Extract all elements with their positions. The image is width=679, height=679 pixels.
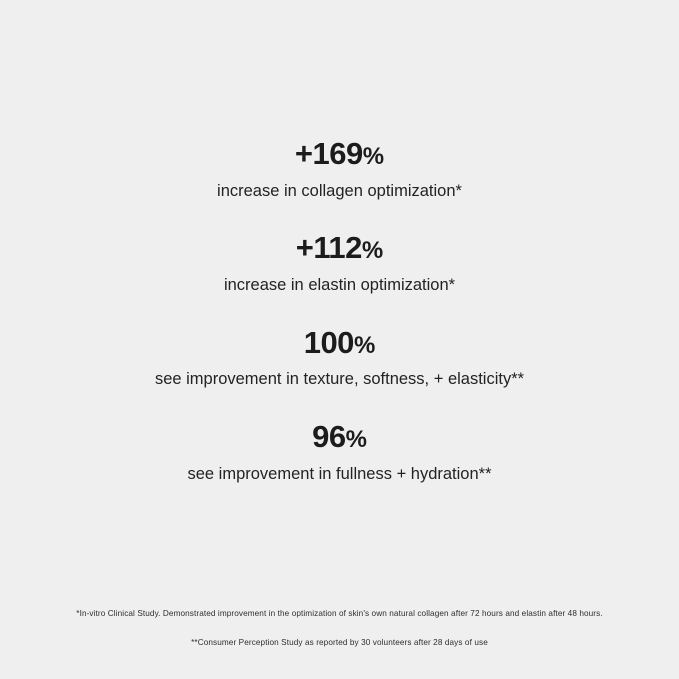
stat-value: [0, 138, 679, 171]
footnote-consumer-study: **Consumer Perception Study as reported by 30 volunteers after 28 days of use: [191, 638, 488, 648]
stat-item: [0, 232, 679, 295]
stat-unit: %: [353, 331, 376, 359]
stat-label: see improvement in fullness + hydration**: [187, 464, 492, 483]
stat-number: +112: [295, 230, 362, 266]
footnotes: [0, 609, 679, 649]
stats-list: [0, 138, 679, 484]
stat-unit: %: [345, 426, 367, 454]
stat-number: +169: [294, 136, 363, 171]
stat-value: [0, 324, 679, 360]
stat-label: see improvement in texture, softness, + elasticity**: [154, 370, 525, 389]
stat-value: [0, 232, 679, 265]
stat-unit: %: [362, 143, 385, 170]
stat-item: [0, 138, 679, 201]
stat-item: [0, 324, 679, 390]
stat-number: 100: [303, 324, 354, 360]
footnote-clinical-study: *In-vitro Clinical Study. Demonstrated improvement in the optimization of skin's own natural collagen after 72 hours and elastin after 48 hours.: [76, 608, 603, 618]
stat-label: increase in elastin optimization*: [223, 275, 456, 294]
stat-value: [0, 421, 679, 454]
stat-item: [0, 421, 679, 484]
stat-unit: %: [361, 237, 384, 265]
stat-label: increase in collagen optimization*: [217, 181, 462, 200]
stat-number: 96: [312, 419, 346, 455]
